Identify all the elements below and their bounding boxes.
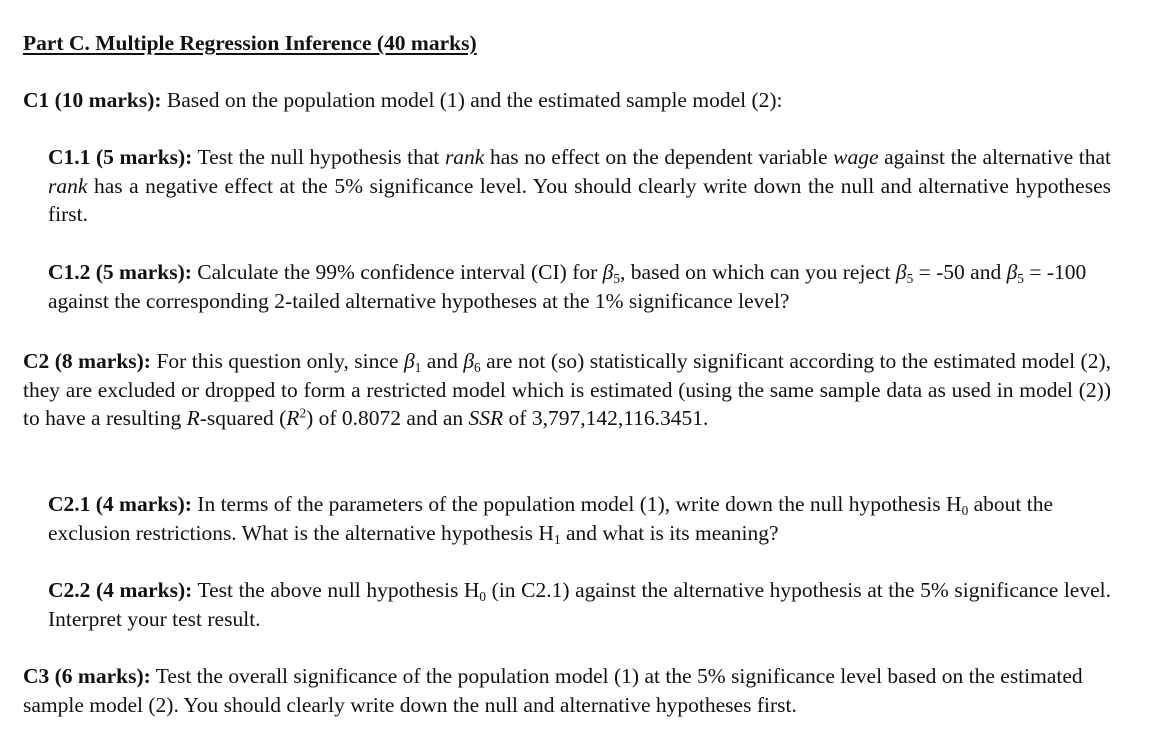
text-run: = -50 and [918,260,1002,284]
text-run: = -100 against the corresponding 2-tailed alternative hypotheses at the 1% significance level? [48,260,1087,313]
text-run: and [426,349,458,373]
question-c1-2-label: C1.2 (5 marks): [48,260,192,284]
variable-rank: rank [48,173,88,198]
question-c2-2 [48,576,1111,633]
text-run: , based on which can you reject [620,260,891,284]
variable-rank: rank [444,145,485,169]
question-c2-1-label: C2.1 (4 marks): [48,492,192,516]
question-c1-label: C1 (10 marks): [23,88,162,112]
text-run: has no effect on the dependent variable [489,145,828,169]
beta-symbol: β [1006,260,1018,284]
subscript: 1 [553,531,561,547]
text-run: Test the null hypothesis that [197,145,440,169]
text-run: are not (so) statistically significant according to the estimated model (2), they are excluded or dropped to form a restricted model which is estimated (using the same sample data as used in model (2)) to have a resulting [23,349,1111,431]
text-run: In terms of the parameters of the population model (1), write down the null hypothesis H [197,492,962,516]
question-c3 [23,662,1111,719]
text-run: about the exclusion restrictions. What is the alternative hypothesis H [48,492,1054,545]
beta-symbol: β [602,260,614,284]
beta-symbol: β [463,349,475,373]
text-run: against the alternative that [884,145,1112,169]
subscript: 6 [474,359,481,375]
question-c2-1 [48,490,1111,547]
question-c1 [23,86,1111,115]
subscript: 0 [961,502,969,518]
question-c2 [23,347,1111,433]
beta-symbol: β [895,260,907,284]
section-title: Part C. Multiple Regression Inference (40 marks) [23,31,477,55]
variable-wage: wage [833,145,879,169]
question-c2-2-label: C2.2 (4 marks): [48,578,193,602]
subscript: 1 [414,359,422,375]
question-c1-1-label: C1.1 (5 marks): [48,145,193,169]
text-run: has a negative effect at the 5% significance level. You should clearly write down the null and alternative hypotheses first. [48,173,1112,227]
question-c1-1 [48,143,1111,229]
subscript: 5 [1017,270,1024,286]
subscript: 5 [613,270,621,286]
variable-r: R [286,406,300,431]
text-run: (in C2.1) against the alternative hypothesis at the 5% significance level. Interpret your test result. [48,578,1111,631]
variable-ssr: SSR [468,406,504,431]
question-c2-label: C2 (8 marks): [23,349,151,373]
beta-symbol: β [403,349,415,373]
text-run: ) of 0.8072 and an [306,406,464,431]
superscript: 2 [299,405,307,421]
text-run: Test the above null hypothesis H [197,578,480,602]
text-run: and what is its meaning? [565,520,779,545]
text-run: Calculate the 99% confidence interval (CI) for [197,260,598,284]
text-run: For this question only, since [156,349,399,373]
question-c3-text: Test the overall significance of the population model (1) at the 5% significance level based on the estimated sample model (2). You should clearly write down the null and alternative hypotheses first. [23,664,1083,717]
question-c1-2 [48,258,1111,315]
subscript: 0 [479,588,487,604]
text-run: of 3,797,142,116.3451. [508,406,709,431]
question-c3-label: C3 (6 marks): [23,664,151,688]
text-run: -squared ( [199,406,287,431]
question-c1-text: Based on the population model (1) and the estimated sample model (2): [166,88,783,112]
subscript: 5 [906,270,914,286]
variable-r: R [186,406,200,431]
